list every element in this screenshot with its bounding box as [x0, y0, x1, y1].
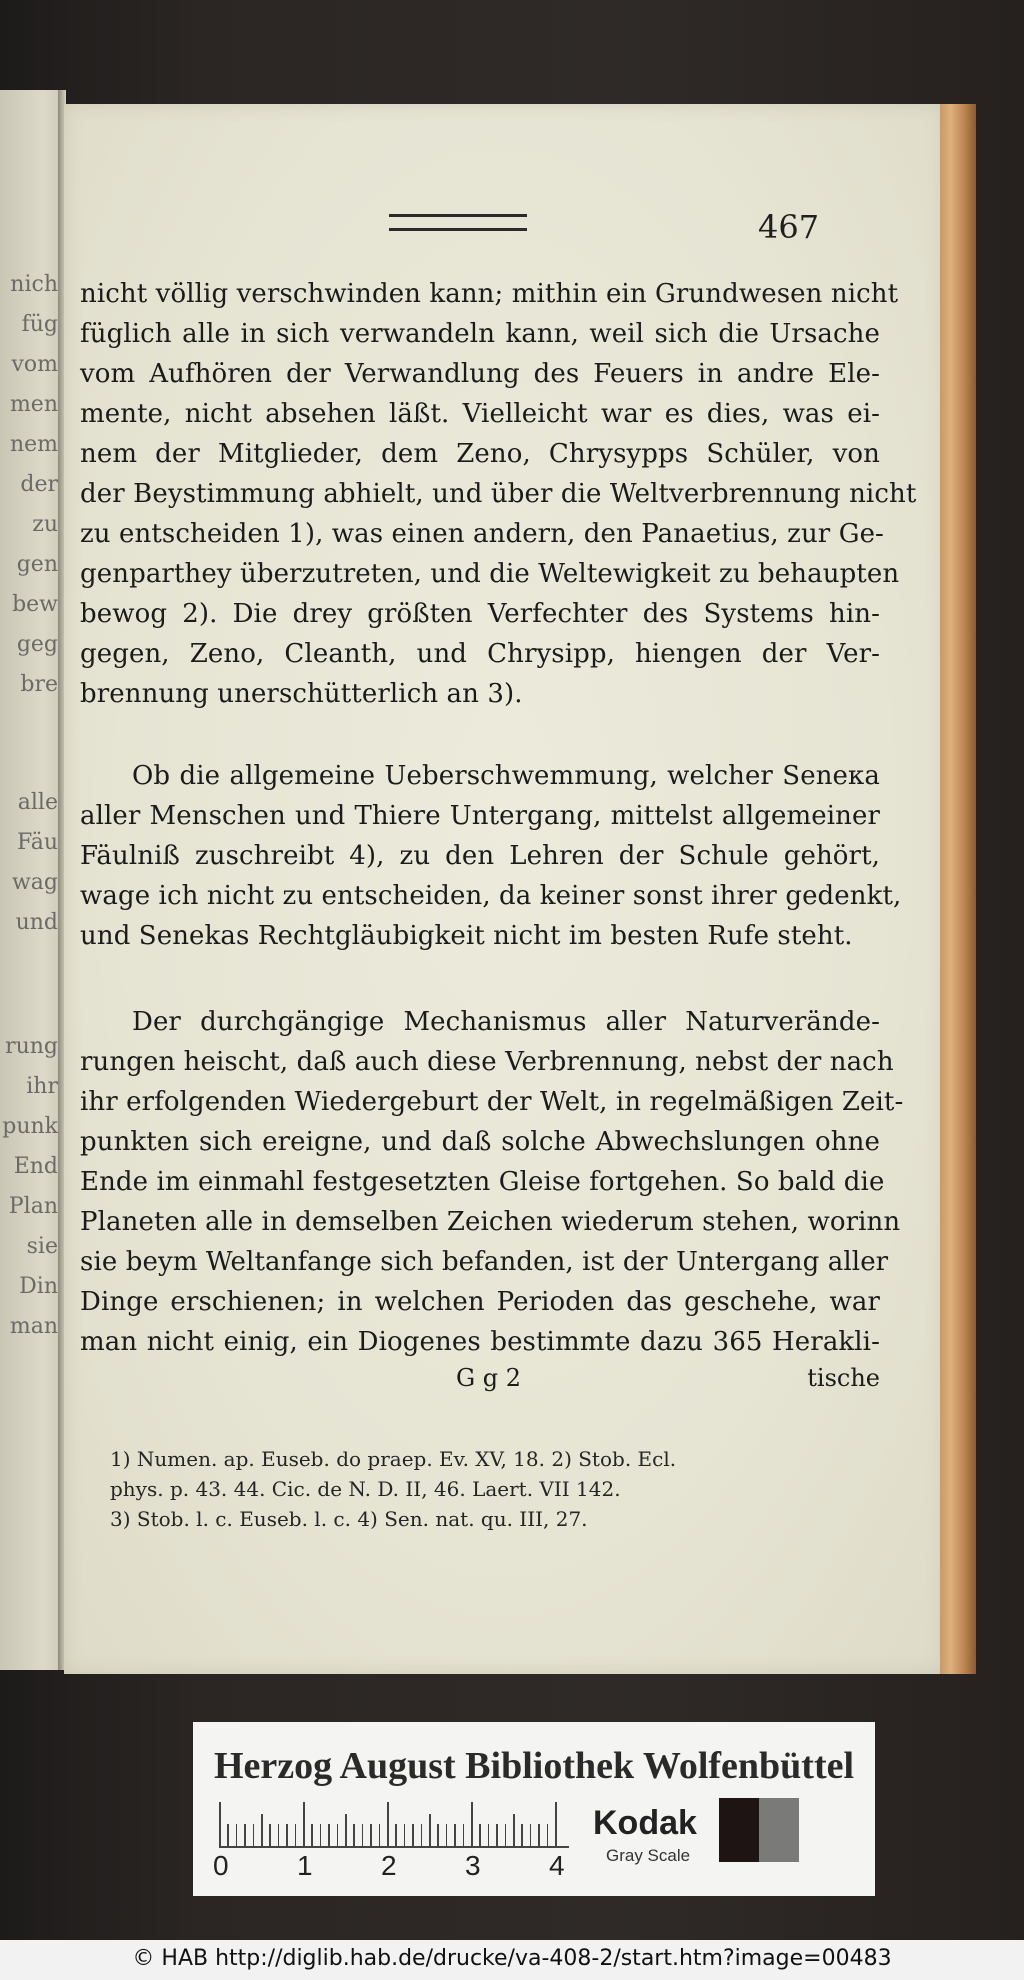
text-line: nem der Mitglieder, dem Zeno, Chrysypps Schüler, von [80, 439, 880, 469]
left-page-fragment: gen [16, 552, 58, 577]
left-page-fragment: füg [21, 312, 58, 337]
left-page-fragment: man [9, 1314, 58, 1339]
text-line: nicht völlig verschwinden kann; mithin ein Grundwesen nicht [80, 279, 899, 309]
text-line: ihr erfolgenden Wiedergeburt der Welt, in regelmäßigen Zeit- [80, 1087, 904, 1117]
text-line: Fäulniß zuschreibt 4), zu den Lehren der Schule gehört, [80, 841, 880, 871]
text-line: man nicht einig, ein Diogenes bestimmte dazu 365 Herakli- [80, 1327, 880, 1357]
ruler-tick [429, 1814, 431, 1846]
ruler-tick [404, 1824, 406, 1846]
paragraph-1 [80, 274, 917, 714]
left-page-fragment: Plan [8, 1194, 58, 1219]
text-line: bewog 2). Die drey größten Verfechter des Systems hin- [80, 599, 880, 629]
ruler-tick [295, 1824, 297, 1846]
ruler-number: 4 [549, 1850, 565, 1881]
footer-bar [0, 1940, 1024, 1980]
ruler-tick [538, 1824, 540, 1846]
ruler-number: 2 [381, 1850, 397, 1881]
text-line: füglich alle in sich verwandeln kann, weil sich die Ursache [80, 319, 880, 349]
left-page-fragment: vom [11, 352, 58, 377]
ruler-tick [337, 1824, 339, 1846]
swatch-light [799, 1798, 835, 1862]
text-line: vom Aufhören der Verwandlung des Feuers in andre Ele- [80, 359, 880, 389]
ruler-tick [421, 1824, 423, 1846]
ruler-tick [353, 1824, 355, 1846]
left-page-fragment: sie [26, 1234, 58, 1259]
ruler-tick [253, 1824, 255, 1846]
text-line: gegen, Zeno, Cleanth, und Chrysipp, hiengen der Ver- [80, 639, 880, 669]
catchword: tische [807, 1364, 880, 1392]
left-page-fragment: geg [16, 632, 58, 657]
text-line: brennung unerschütterlich an 3). [80, 679, 523, 709]
footnotes [110, 1444, 870, 1534]
text-line: zu entscheiden 1), was einen andern, den Panaetius, zur Ge- [80, 519, 884, 549]
text-line: wage ich nicht zu entscheiden, da keiner sonst ihrer gedenkt, [80, 881, 902, 911]
left-page-fragment: bre [20, 672, 58, 697]
left-page-fragment: Din [19, 1274, 58, 1299]
left-page-fragment: der [20, 472, 58, 497]
ruler-tick [505, 1824, 507, 1846]
left-page-fragment: punk [2, 1114, 58, 1139]
ruler-tick [278, 1824, 280, 1846]
ruler-tick [454, 1824, 456, 1846]
ruler-tick [345, 1814, 347, 1846]
printer-signature: G g 2 [456, 1364, 522, 1392]
previous-page-edge [0, 90, 62, 1670]
ruler-tick [303, 1802, 305, 1846]
ruler-tick [446, 1824, 448, 1846]
gray-scale-label: Gray Scale [606, 1846, 691, 1865]
ruler-tick [362, 1824, 364, 1846]
ruler-tick [437, 1824, 439, 1846]
left-page-fragment: bew [12, 592, 58, 617]
ruler-tick [530, 1824, 532, 1846]
library-title: Herzog August Bibliothek Wolfenbüttel [213, 1745, 855, 1787]
ruler-tick [286, 1824, 288, 1846]
ruler-tick [555, 1802, 557, 1846]
ruler-tick [395, 1824, 397, 1846]
left-page-fragment: men [9, 392, 58, 417]
left-page-fragment: zu [32, 512, 58, 537]
left-page-fragment: nich [10, 272, 58, 297]
left-page-fragment: ihr [26, 1074, 58, 1099]
ruler-tick [320, 1824, 322, 1846]
ruler-tick [496, 1824, 498, 1846]
ruler-tick [387, 1802, 389, 1846]
scale-ruler [219, 1802, 569, 1848]
text-line: und Senekas Rechtgläubigkeit nicht im besten Rufe steht. [80, 921, 853, 951]
left-page-fragment: nem [9, 432, 58, 457]
ruler-tick [513, 1814, 515, 1846]
text-line: Dinge erschienen; in welchen Perioden das geschehe, war [80, 1287, 880, 1317]
text-line: der Beystimmung abhielt, und über die Weltverbrennung nicht [80, 479, 917, 509]
left-page-fragment: End [13, 1154, 58, 1179]
left-page-fragment: Fäu [16, 830, 58, 855]
page-edge [940, 104, 976, 1674]
ruler-tick [328, 1824, 330, 1846]
header-rule [389, 214, 527, 231]
ruler-tick [379, 1824, 381, 1846]
text-line: sie beym Weltanfange sich befanden, ist der Untergang aller [80, 1247, 889, 1277]
page-number: 467 [758, 208, 820, 246]
text-line: punkten sich ereigne, und daß solche Abwechslungen ohne [80, 1127, 880, 1157]
ruler-number: 1 [297, 1850, 313, 1881]
ruler-tick [227, 1824, 229, 1846]
ruler-number: 3 [465, 1850, 481, 1881]
text-line: Planeten alle in demselben Zeichen wiederum stehen, worinn [80, 1207, 901, 1237]
swatch-dark [719, 1798, 759, 1862]
text-line: genparthey überzutreten, und die Weltewigkeit zu behaupten [80, 559, 900, 589]
ruler-number: 0 [213, 1850, 229, 1881]
ruler-tick [521, 1824, 523, 1846]
copyright-url: © HAB http://diglib.hab.de/drucke/va-408-2/start.htm?image=00483 [132, 1946, 892, 1971]
book-page [64, 104, 944, 1674]
ruler-tick [269, 1824, 271, 1846]
ruler-tick [488, 1824, 490, 1846]
swatch-mid [759, 1798, 799, 1862]
ruler-tick [412, 1824, 414, 1846]
paragraph-3 [80, 1002, 904, 1362]
kodak-logo: Kodak [593, 1804, 697, 1842]
ruler-tick [463, 1824, 465, 1846]
text-line: rungen heischt, daß auch diese Verbrennung, nebst der nach [80, 1047, 894, 1077]
footnote-line: 1) Numen. ap. Euseb. do praep. Ev. XV, 18. 2) Stob. Ecl. [110, 1447, 677, 1471]
text-line: Ob die allgemeine Ueberschwemmung, welcher Senека [132, 761, 880, 791]
ruler-tick [244, 1824, 246, 1846]
ruler-tick [471, 1802, 473, 1846]
ruler-tick [219, 1802, 221, 1846]
ruler-tick [261, 1814, 263, 1846]
color-target [193, 1722, 875, 1896]
text-line: mente, nicht absehen läßt. Vielleicht war es dies, was ei- [80, 399, 880, 429]
left-page-fragment: und [15, 910, 58, 935]
text-line: Ende im einmahl festgesetzten Gleise fortgehen. So bald die [80, 1167, 885, 1197]
footnote-line: phys. p. 43. 44. Cic. de N. D. II, 46. Laert. VII 142. [110, 1477, 621, 1501]
left-page-fragment: alle [17, 790, 58, 815]
ruler-tick [236, 1824, 238, 1846]
ruler-tick [370, 1824, 372, 1846]
text-line: aller Menschen und Thiere Untergang, mittelst allgemeiner [80, 801, 880, 831]
text-line: Der durchgängige Mechanismus aller Naturverände- [132, 1007, 880, 1037]
signature-row [80, 1364, 880, 1398]
paragraph-2 [80, 756, 902, 956]
left-page-fragment: wag [11, 870, 58, 895]
ruler-tick [311, 1824, 313, 1846]
ruler-tick [547, 1824, 549, 1846]
left-page-fragment: rung [5, 1034, 58, 1059]
ruler-tick [479, 1824, 481, 1846]
footnote-line: 3) Stob. l. c. Euseb. l. c. 4) Sen. nat. qu. III, 27. [110, 1507, 588, 1531]
